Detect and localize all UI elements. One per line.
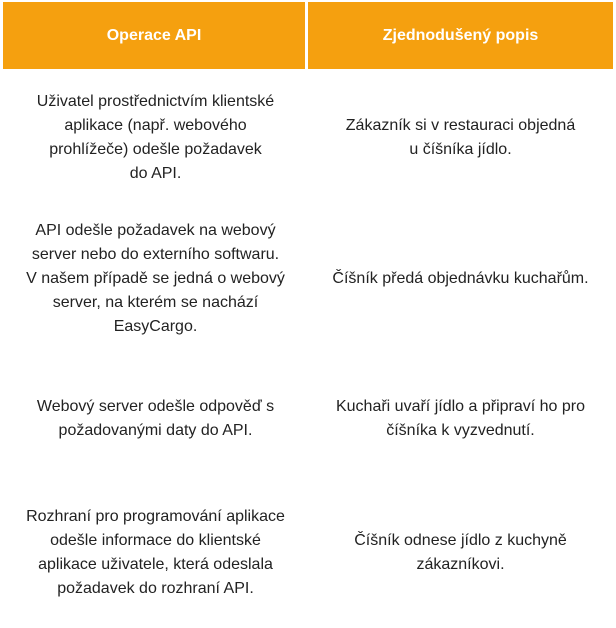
header-simplified-description: Zjednodušený popis [308, 2, 613, 69]
api-operations-table [3, 2, 613, 620]
table-row [3, 351, 613, 486]
operation-cell: Rozhraní pro programování aplikace odešle informace do klientské aplikace uživatele, která odeslala požadavek do rozhraní API. [26, 508, 285, 597]
description-cell: Číšník předá objednávku kuchařům. [332, 270, 589, 287]
description-cell: Kuchaři uvaří jídlo a připraví ho pro číšníka k vyzvednutí. [335, 397, 585, 439]
table-row [3, 69, 613, 207]
table-row [3, 486, 613, 620]
operation-cell: Uživatel prostřednictvím klientské aplikace (např. webového prohlížeče) odešle požadavek do API. [36, 93, 275, 182]
table-row [3, 207, 613, 351]
description-cell: Číšník odnese jídlo z kuchyně zákazníkovi. [354, 532, 567, 573]
header-api-operation: Operace API [3, 2, 308, 69]
operation-cell: API odešle požadavek na webový server nebo do externího softwaru. V našem případě se jedná o webový server, na kterém se nachází EasyCargo. [26, 222, 285, 335]
description-cell: Zákazník si v restauraci objedná u číšníka jídlo. [345, 117, 576, 158]
operation-cell: Webový server odešle odpověď s požadovanými daty do API. [36, 397, 275, 439]
table-header-row [3, 2, 613, 69]
